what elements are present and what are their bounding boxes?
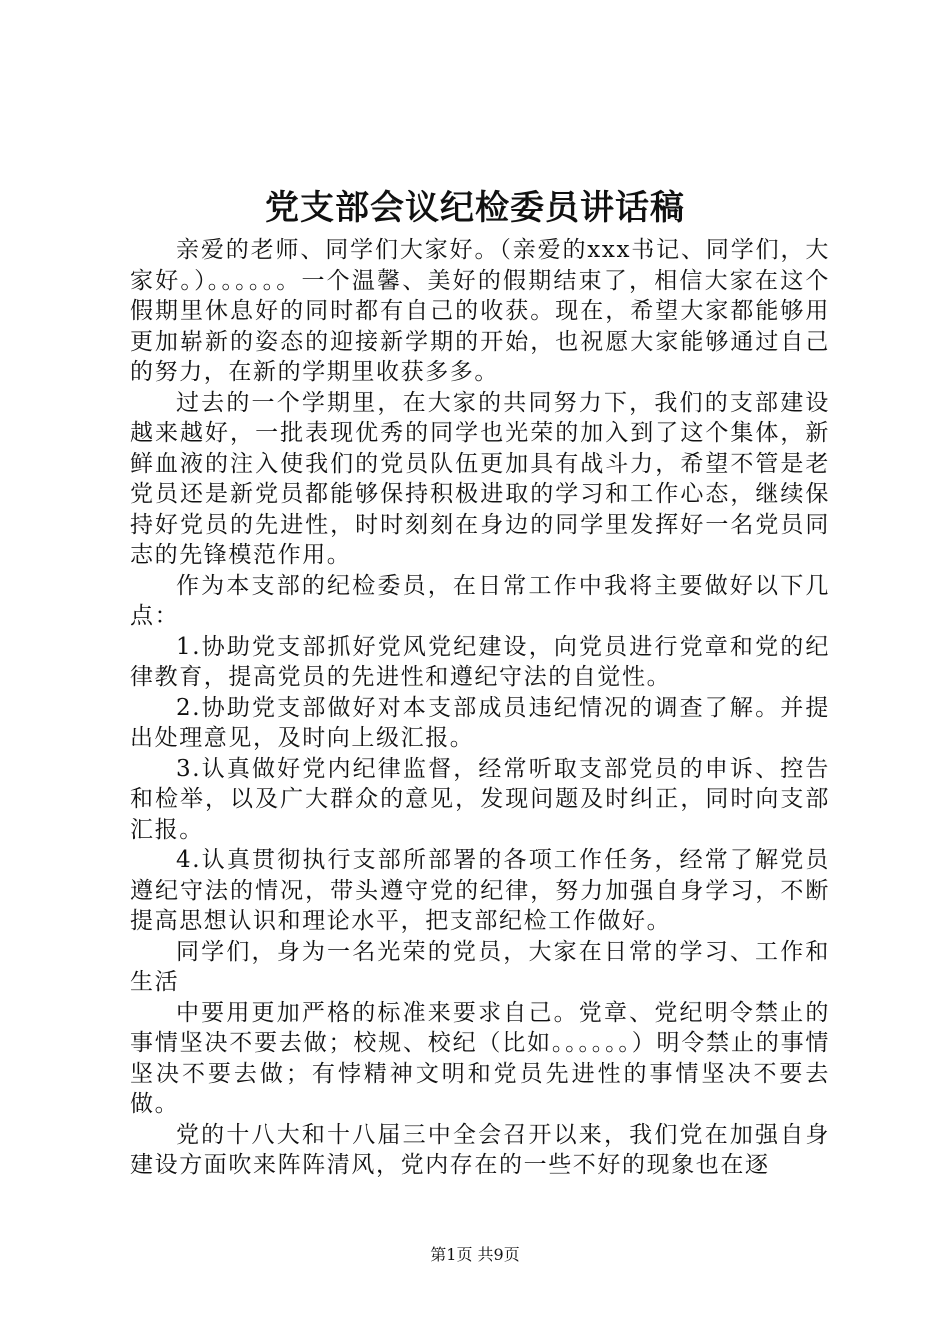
paragraph: 中要用更加严格的标准来要求自己。党章、党纪明令禁止的事情坚决不要去做；校规、校纪（比如。。。。。。）明令禁止的事情坚决不要去做；有悖精神文明和党员先进性的事情坚决不要去做。: [130, 999, 830, 1117]
list-item: 2.协助党支部做好对本支部成员违纪情况的调查了解。并提出处理意见，及时向上级汇报。: [130, 694, 830, 751]
paragraph: 作为本支部的纪检委员，在日常工作中我将主要做好以下几点：: [130, 572, 830, 629]
document-title: 党支部会议纪检委员讲话稿: [265, 188, 685, 228]
list-item: 3.认真做好党内纪律监督，经常听取支部党员的申诉、控告和检举，以及广大群众的意见，发现问题及时纠正，同时向支部汇报。: [130, 755, 830, 843]
list-item: 4.认真贯彻执行支部所部署的各项工作任务，经常了解党员遵纪守法的情况，带头遵守党的纪律，努力加强自身学习，不断提高思想认识和理论水平，把支部纪检工作做好。: [130, 847, 830, 934]
paragraph: 同学们，身为一名光荣的党员，大家在日常的学习、工作和生活: [130, 938, 830, 995]
paragraph: 过去的一个学期里，在大家的共同努力下，我们的支部建设越来越好，一批表现优秀的同学也光荣的加入到了这个集体，新鲜血液的注入使我们的党员队伍更加具有战斗力，希望不管是老党员还是新党员都能够保持积极进取的学习和工作心态，继续保持好党员的先进性，时时刻刻在身边的同学里发挥好一名党员同志的先锋模范作用。: [130, 389, 830, 568]
paragraph: 亲爱的老师、同学们大家好。（亲爱的xxx书记、同学们，大家好。）。。。。。。一个温馨、美好的假期结束了，相信大家在这个假期里休息好的同时都有自己的收获。现在，希望大家都能够用更加崭新的姿态的迎接新学期的开始，也祝愿大家能够通过自己的努力，在新的学期里收获多多。: [130, 237, 830, 385]
document-body: [130, 235, 830, 1181]
paragraph: 党的十八大和十八届三中全会召开以来，我们党在加强自身建设方面吹来阵阵清风，党内存在的一些不好的现象也在逐: [130, 1121, 830, 1178]
list-item: 1.协助党支部抓好党风党纪建设，向党员进行党章和党的纪律教育，提高党员的先进性和遵纪守法的自觉性。: [130, 633, 830, 690]
page-number: 第1页 共9页: [430, 1245, 520, 1264]
